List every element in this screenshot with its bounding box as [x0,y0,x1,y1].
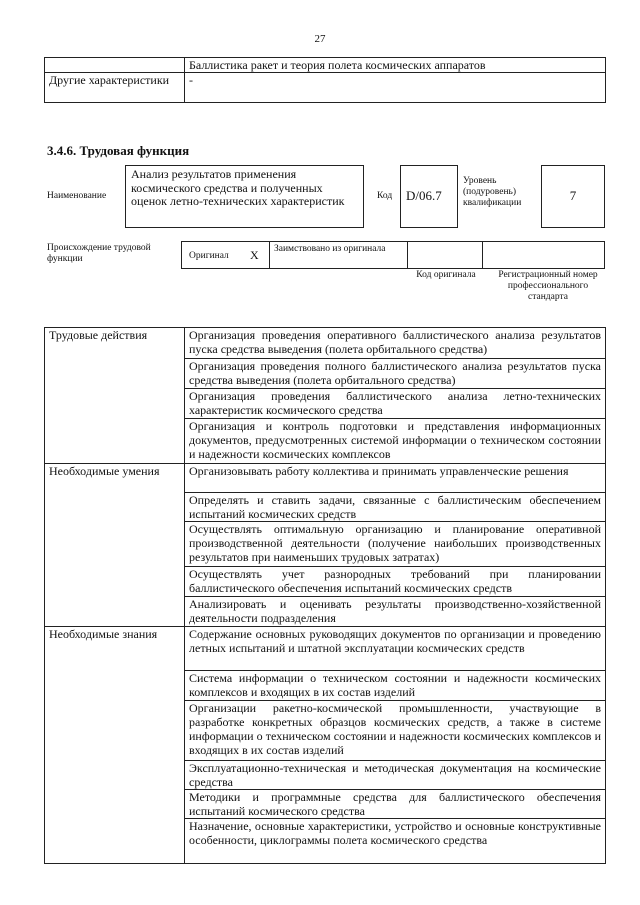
table-cell: Определять и ставить задачи, связанные с баллистическим обеспечением испытаний космических средств [185,493,606,522]
table-cell: Содержание основных руководящих документов по организации и проведению летных испытаний и штатной эксплуатации космических средств [185,627,606,671]
original-mark: X [250,248,259,262]
top-table [44,57,606,103]
name-value-box: Анализ результатов применения космического средства и полученных оценок летно-технических характеристик [125,165,364,228]
divider [269,242,270,268]
table-cell: Организовывать работу коллектива и принимать управленческие решения [185,464,606,493]
borrowed-label: Заимствовано из оригинала [274,244,386,254]
divider [482,242,483,268]
top-row-2-label: Другие характеристики [45,73,185,103]
table-cell: Система информации о техническом состоянии и надежности космических комплексов и входящих в их состав изделий [185,671,606,701]
divider [407,242,408,268]
group-label: Трудовые действия [45,328,185,464]
original-label: Оригинал [189,251,229,261]
table-cell: Анализировать и оценивать результаты производственно-хозяйственной деятельности подразделения [185,597,606,627]
reg-number-caption: Регистрационный номер профессионального стандарта [498,270,598,302]
group-label: Необходимые умения [45,464,185,627]
table-cell: Назначение, основные характеристики, устройство и основные конструктивные особенности, циклограммы полета космического средства [185,819,606,864]
origin-label: Происхождение трудовой функции [47,243,151,264]
name-label: Наименование [47,191,107,201]
origin-box [181,241,605,269]
table-cell: Методики и программные средства для баллистического обеспечения испытаний космического средства [185,790,606,819]
table-cell: Организация и контроль подготовки и представления информационных документов, предусмотренных системой информации о техническом состоянии и надежности космических комплексов [185,419,606,464]
top-row-1-label [45,58,185,73]
section-title: 3.4.6. Трудовая функция [47,143,190,158]
table-cell: Организация проведения полного баллистического анализа результатов пуска средства выведения (полета орбитального средства) [185,359,606,389]
main-table [44,327,606,864]
table-row [45,627,606,671]
table-cell: Организация проведения баллистического анализа летно-технических характеристик космического средства [185,389,606,419]
table-row [45,464,606,493]
level-label: Уровень (подуровень) квалификации [463,176,522,208]
table-cell: Осуществлять учет разнородных требований при планировании баллистического обеспечения испытаний космических средств [185,567,606,597]
table-cell: Организация проведения оперативного баллистического анализа результатов пуска средства выведения (полета орбитального средства) [185,328,606,359]
level-value-box: 7 [541,165,605,228]
table-row [45,58,606,73]
code-value-box: D/06.7 [400,165,458,228]
table-cell: Организации ракетно-космической промышленности, участвующие в разработке конкретных образцов космических средств, а также в системе информации о техническом состоянии и надежности космических комплексов и входящих в их состав изделий [185,701,606,761]
group-label: Необходимые знания [45,627,185,864]
top-row-1-value: Баллистика ракет и теория полета космических аппаратов [185,58,606,73]
table-row [45,73,606,103]
code-original-caption: Код оригинала [416,270,476,280]
page-number: 27 [314,33,326,45]
table-cell: Эксплуатационно-техническая и методическая документация на космические средства [185,761,606,790]
table-row [45,328,606,359]
top-row-2-value: - [185,73,606,103]
table-cell: Осуществлять оптимальную организацию и планирование оперативной производственной деятельности (получение наибольших производственных результатов при наименьших трудовых затратах) [185,522,606,567]
code-label: Код [377,191,393,201]
